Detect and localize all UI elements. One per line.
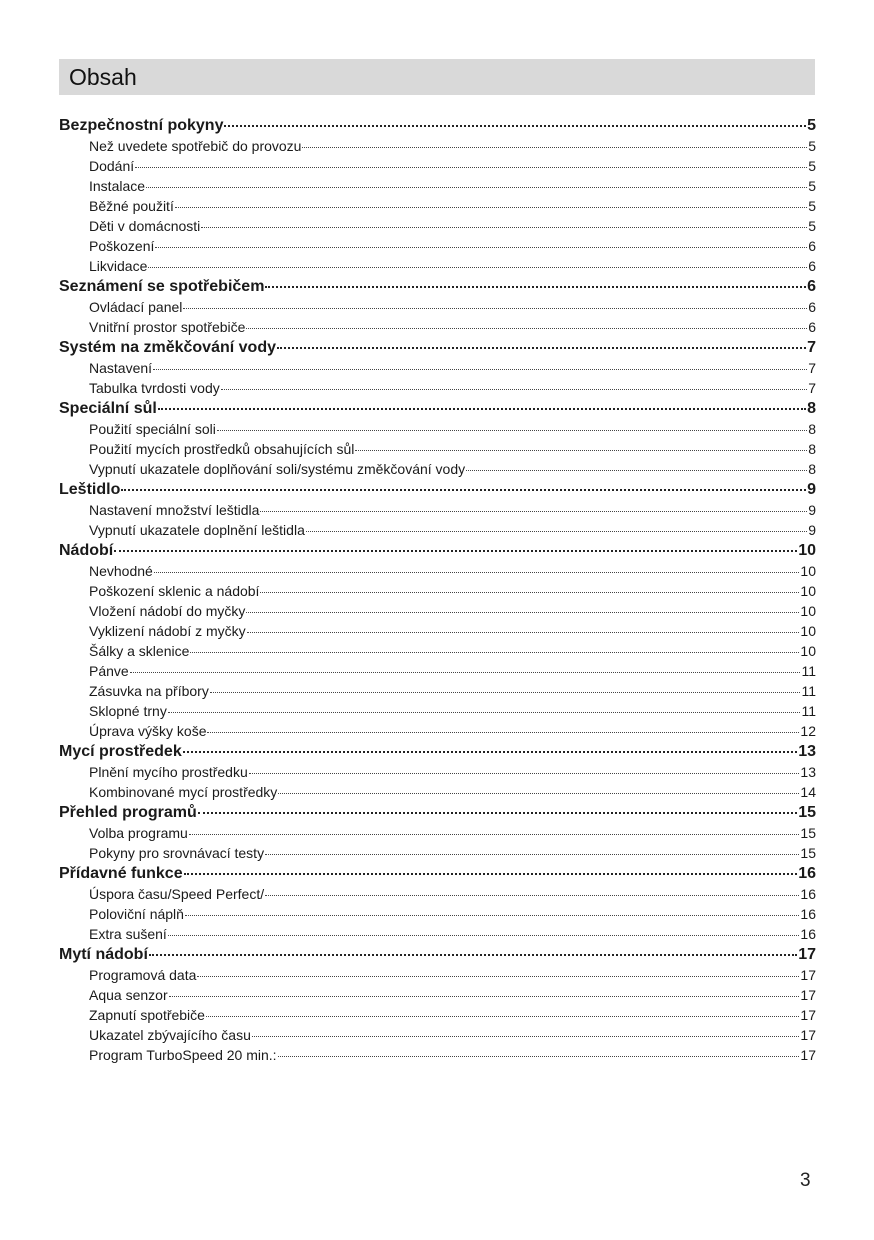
toc-page-number: 9 — [808, 522, 816, 538]
toc-entry[interactable] — [59, 1005, 816, 1025]
toc-entry[interactable] — [59, 823, 816, 843]
dot-leader — [175, 207, 807, 208]
toc-page-number: 14 — [800, 784, 816, 800]
toc-page-number: 5 — [808, 198, 816, 214]
toc-entry[interactable] — [59, 236, 816, 256]
toc-entry-label: Úprava výšky koše — [89, 723, 207, 739]
toc-page-number: 5 — [808, 218, 816, 234]
toc-page-number: 5 — [808, 138, 816, 154]
toc-entry[interactable] — [59, 782, 816, 802]
dot-leader — [246, 612, 799, 613]
toc-page-number: 10 — [800, 603, 816, 619]
dot-leader — [183, 308, 807, 309]
toc-page-number: 16 — [800, 926, 816, 942]
dot-leader — [260, 592, 799, 593]
toc-entry-label: Plnění mycího prostředku — [89, 764, 248, 780]
toc-section-title: Speciální sůl — [59, 400, 157, 417]
toc-page-number: 11 — [801, 663, 816, 679]
toc-page-number: 8 — [807, 400, 816, 417]
toc-section-entry[interactable] — [59, 115, 816, 136]
dot-leader — [121, 489, 806, 491]
toc-entry[interactable] — [59, 924, 816, 944]
dot-leader — [217, 430, 807, 431]
toc-page-number: 17 — [800, 987, 816, 1003]
toc-entry-label: Programová data — [89, 967, 197, 983]
toc-section-title: Nádobí — [59, 542, 114, 559]
toc-entry-label: Extra sušení — [89, 926, 167, 942]
toc-page-number: 8 — [808, 421, 816, 437]
toc-entry-label: Vyklizení nádobí z myčky — [89, 623, 246, 639]
dot-leader — [355, 450, 807, 451]
dot-leader — [260, 511, 807, 512]
toc-entry[interactable] — [59, 297, 816, 317]
dot-leader — [302, 147, 807, 148]
toc-entry-label: Program TurboSpeed 20 min.: — [89, 1047, 277, 1063]
dot-leader — [149, 954, 797, 956]
toc-section-entry[interactable] — [59, 802, 816, 823]
toc-page-number: 11 — [801, 683, 816, 699]
toc-entry[interactable] — [59, 965, 816, 985]
dot-leader — [247, 632, 800, 633]
toc-entry-label: Pokyny pro srovnávací testy — [89, 845, 265, 861]
toc-section-title: Přehled programů — [59, 804, 197, 821]
toc-entry-label: Vypnutí ukazatele doplňování soli/systému změkčování vody — [89, 461, 466, 477]
toc-entry[interactable] — [59, 721, 816, 741]
toc-entry-label: Ovládací panel — [89, 299, 183, 315]
toc-page-number: 5 — [808, 178, 816, 194]
toc-section-title: Systém na změkčování vody — [59, 339, 276, 356]
toc-entry[interactable] — [59, 439, 816, 459]
toc-entry-label: Sklopné trny — [89, 703, 167, 719]
toc-section-title: Mycí prostředek — [59, 743, 182, 760]
toc-section-entry[interactable] — [59, 398, 816, 419]
dot-leader — [189, 834, 800, 835]
toc-page-number: 6 — [808, 238, 816, 254]
toc-page-number: 9 — [808, 502, 816, 518]
toc-entry[interactable] — [59, 176, 816, 196]
toc-entry[interactable] — [59, 681, 816, 701]
dot-leader — [183, 751, 797, 753]
toc-entry-label: Nevhodné — [89, 563, 153, 579]
toc-entry-label: Použití speciální soli — [89, 421, 216, 437]
toc-entry[interactable] — [59, 136, 816, 156]
toc-page-number: 12 — [800, 723, 816, 739]
dot-leader — [135, 167, 807, 168]
dot-leader — [154, 572, 800, 573]
dot-leader — [224, 125, 806, 127]
toc-entry[interactable] — [59, 985, 816, 1005]
toc-page-number: 5 — [808, 158, 816, 174]
dot-leader — [153, 369, 807, 370]
toc-entry[interactable] — [59, 884, 816, 904]
toc-entry-label: Nastavení — [89, 360, 153, 376]
toc-entry[interactable] — [59, 419, 816, 439]
toc-entry[interactable] — [59, 701, 816, 721]
toc-entry[interactable] — [59, 500, 816, 520]
toc-section-title: Seznámení se spotřebičem — [59, 278, 265, 295]
page-number: 3 — [800, 1170, 811, 1191]
toc-page-number: 17 — [800, 1007, 816, 1023]
toc-entry[interactable] — [59, 904, 816, 924]
toc-page-number: 16 — [800, 906, 816, 922]
toc-entry[interactable] — [59, 459, 816, 479]
dot-leader — [246, 328, 807, 329]
toc-entry[interactable] — [59, 601, 816, 621]
toc-section-title: Přídavné funkce — [59, 865, 183, 882]
dot-leader — [198, 812, 797, 814]
toc-entry[interactable] — [59, 581, 816, 601]
dot-leader — [114, 550, 797, 552]
dot-leader — [278, 1056, 800, 1057]
dot-leader — [184, 873, 798, 875]
toc-page-number: 9 — [807, 481, 816, 498]
toc-page-number: 13 — [800, 764, 816, 780]
toc-entry[interactable] — [59, 641, 816, 661]
dot-leader — [201, 227, 807, 228]
toc-section-title: Leštidlo — [59, 481, 121, 498]
dot-leader — [306, 531, 807, 532]
toc-entry[interactable] — [59, 661, 816, 681]
dot-leader — [158, 408, 806, 410]
toc-entry[interactable] — [59, 196, 816, 216]
toc-entry-label: Poškození sklenic a nádobí — [89, 583, 260, 599]
toc-entry-label: Vnitřní prostor spotřebiče — [89, 319, 246, 335]
dot-leader — [252, 1036, 800, 1037]
toc-page-number: 8 — [808, 441, 816, 457]
toc-entry-label: Vypnutí ukazatele doplnění leštidla — [89, 522, 305, 538]
toc-page-number: 10 — [798, 542, 816, 559]
dot-leader — [130, 672, 801, 673]
dot-leader — [146, 187, 807, 188]
dot-leader — [278, 793, 799, 794]
toc-entry[interactable] — [59, 156, 816, 176]
toc-entry-label: Dodání — [89, 158, 135, 174]
toc-entry[interactable] — [59, 520, 816, 540]
toc-page-number: 11 — [801, 703, 816, 719]
dot-leader — [197, 976, 799, 977]
dot-leader — [249, 773, 800, 774]
dot-leader — [169, 996, 800, 997]
dot-leader — [277, 347, 806, 349]
dot-leader — [190, 652, 799, 653]
toc-section-entry[interactable] — [59, 479, 816, 500]
toc-page-number: 17 — [798, 946, 816, 963]
toc-section-entry[interactable] — [59, 276, 816, 297]
toc-page-number: 16 — [798, 865, 816, 882]
toc-section-entry[interactable] — [59, 337, 816, 358]
dot-leader — [221, 389, 807, 390]
dot-leader — [265, 854, 799, 855]
toc-section-entry[interactable] — [59, 741, 816, 762]
dot-leader — [265, 895, 799, 896]
toc-entry[interactable] — [59, 216, 816, 236]
toc-section-entry[interactable] — [59, 944, 816, 965]
toc-entry[interactable] — [59, 378, 816, 398]
toc-page-number: 15 — [800, 825, 816, 841]
contents-title: Obsah — [69, 64, 137, 90]
dot-leader — [206, 1016, 799, 1017]
toc-entry[interactable] — [59, 1045, 816, 1065]
dot-leader — [148, 267, 807, 268]
toc-page-number: 10 — [800, 643, 816, 659]
toc-entry[interactable] — [59, 621, 816, 641]
toc-entry-label: Zapnutí spotřebiče — [89, 1007, 205, 1023]
toc-page-number: 5 — [807, 117, 816, 134]
toc-page-number: 6 — [808, 258, 816, 274]
toc-entry[interactable] — [59, 256, 816, 276]
toc-entry-label: Volba programu — [89, 825, 188, 841]
dot-leader — [210, 692, 801, 693]
dot-leader — [185, 915, 799, 916]
toc-entry-label: Likvidace — [89, 258, 148, 274]
toc-page-number: 10 — [800, 623, 816, 639]
toc-entry-label: Nastavení množství leštidla — [89, 502, 260, 518]
toc-page-number: 7 — [808, 360, 816, 376]
dot-leader — [265, 286, 806, 288]
toc-entry-label: Použití mycích prostředků obsahujících sůl — [89, 441, 355, 457]
toc-page-number: 15 — [800, 845, 816, 861]
toc-entry-label: Úspora času/Speed Perfect/ — [89, 886, 265, 902]
toc-page-number: 17 — [800, 1027, 816, 1043]
toc-entry[interactable] — [59, 762, 816, 782]
toc-page-number: 17 — [800, 967, 816, 983]
toc-entry[interactable] — [59, 358, 816, 378]
toc-entry-label: Zásuvka na příbory — [89, 683, 209, 699]
toc-page-number: 16 — [800, 886, 816, 902]
toc-entry-label: Aqua senzor — [89, 987, 168, 1003]
toc-page-number: 10 — [800, 583, 816, 599]
toc-page-number: 13 — [798, 743, 816, 760]
toc-section-entry[interactable] — [59, 863, 816, 884]
table-of-contents — [59, 115, 816, 1065]
toc-entry-label: Instalace — [89, 178, 146, 194]
dot-leader — [168, 712, 801, 713]
toc-page-number: 15 — [798, 804, 816, 821]
toc-section-entry[interactable] — [59, 540, 816, 561]
toc-entry-label: Poškození — [89, 238, 155, 254]
toc-entry[interactable] — [59, 317, 816, 337]
toc-entry-label: Děti v domácnosti — [89, 218, 201, 234]
toc-entry[interactable] — [59, 843, 816, 863]
dot-leader — [466, 470, 807, 471]
toc-section-title: Bezpečnostní pokyny — [59, 117, 224, 134]
toc-page-number: 6 — [807, 278, 816, 295]
toc-page-number: 6 — [808, 299, 816, 315]
toc-page-number: 17 — [800, 1047, 816, 1063]
toc-entry[interactable] — [59, 1025, 816, 1045]
dot-leader — [207, 732, 799, 733]
toc-entry-label: Tabulka tvrdosti vody — [89, 380, 220, 396]
toc-entry-label: Poloviční náplň — [89, 906, 184, 922]
toc-entry-label: Šálky a sklenice — [89, 643, 190, 659]
toc-page-number: 7 — [807, 339, 816, 356]
toc-section-title: Mytí nádobí — [59, 946, 148, 963]
toc-page-number: 10 — [800, 563, 816, 579]
dot-leader — [168, 935, 800, 936]
toc-entry-label: Kombinované mycí prostředky — [89, 784, 278, 800]
toc-entry-label: Než uvedete spotřebič do provozu — [89, 138, 302, 154]
toc-entry[interactable] — [59, 561, 816, 581]
toc-page-number: 8 — [808, 461, 816, 477]
toc-entry-label: Ukazatel zbývajícího času — [89, 1027, 251, 1043]
toc-page-number: 6 — [808, 319, 816, 335]
toc-entry-label: Běžné použití — [89, 198, 174, 214]
toc-entry-label: Pánve — [89, 663, 129, 679]
toc-page-number: 7 — [808, 380, 816, 396]
contents-header — [59, 59, 815, 95]
dot-leader — [155, 247, 807, 248]
toc-entry-label: Vložení nádobí do myčky — [89, 603, 246, 619]
